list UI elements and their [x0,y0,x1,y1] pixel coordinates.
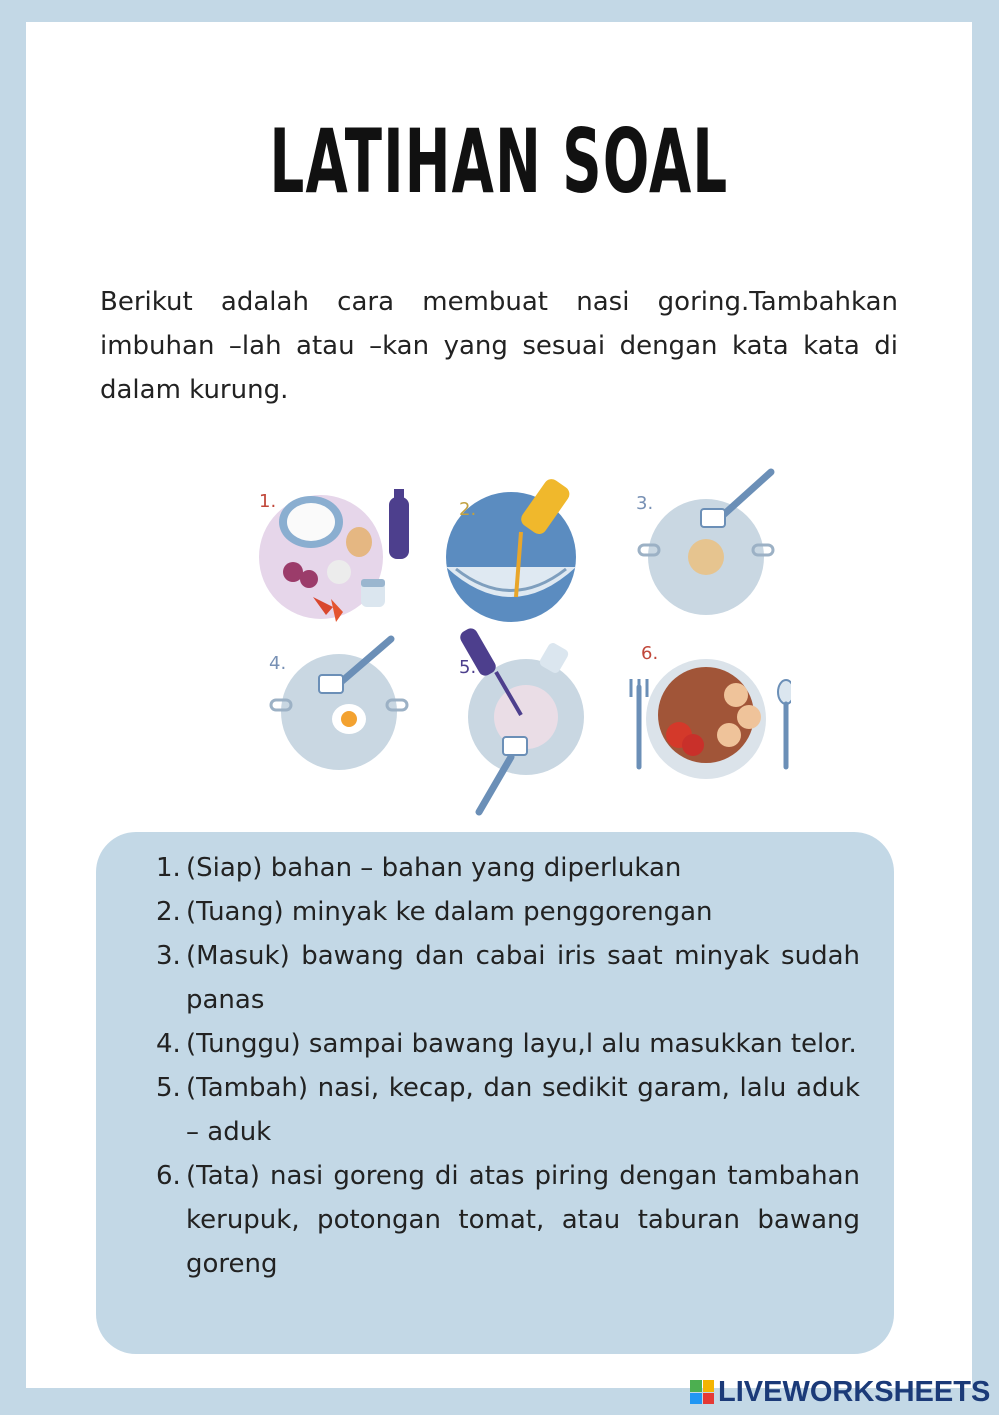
step-text-2: (Tuang) minyak ke dalam penggorengan [186,897,713,927]
worksheet-page [26,22,972,1388]
step-label-4: 4. [269,653,287,674]
list-item: 6. (Tata) nasi goreng di atas piring dengan tambahan kerupuk, potongan tomat, atau taburan bawang goreng [156,1161,860,1279]
step-label-1: 1. [259,491,277,512]
list-item: 4. (Tunggu) sampai bawang layu,l alu masukkan telor. [156,1029,857,1059]
instructions-text: Berikut adalah cara membuat nasi goring.Tambahkan imbuhan –lah atau –kan yang sesuai dengan kata kata di dalam kurung. [100,287,898,405]
page-title: LATIHAN SOAL [269,110,729,213]
step-text-1: (Siap) bahan – bahan yang diperlukan [186,853,682,883]
list-item: 1. (Siap) bahan – bahan yang diperlukan [156,853,682,883]
steps-list [156,846,860,1286]
step-label-6: 6. [641,643,659,664]
steps-panel [96,832,894,1354]
step-text-4: (Tunggu) sampai bawang layu,l alu masukkan telor. [186,1029,857,1059]
ingredients-illustration [259,489,409,622]
list-item: 2. (Tuang) minyak ke dalam penggorengan [156,897,713,927]
step-label-2: 2. [459,499,477,520]
add-rice-illustration [458,626,584,812]
egg-illustration [269,639,407,770]
list-item: 5. (Tambah) nasi, kecap, dan sedikit garam, lalu aduk – aduk [156,1073,860,1147]
recipe-illustration [231,447,791,822]
step-label-3: 3. [636,493,654,514]
step-text-3: (Masuk) bawang dan cabai iris saat minyak sudah panas [186,941,860,1015]
step-text-5: (Tambah) nasi, kecap, dan sedikit garam, lalu aduk – aduk [186,1073,860,1147]
step-label-5: 5. [459,657,477,678]
liveworksheets-logo[interactable] [690,1376,990,1408]
saute-illustration [636,472,773,615]
step-text-6: (Tata) nasi goreng di atas piring dengan tambahan kerupuk, potongan tomat, atau taburan bawang goreng [186,1161,860,1279]
brand-name: LIVEWORKSHEETS [718,1376,991,1408]
liveworksheets-logo-icon [690,1380,714,1404]
plated-illustration [631,643,791,779]
list-item: 3. (Masuk) bawang dan cabai iris saat minyak sudah panas [156,941,860,1015]
pour-oil-illustration [446,476,576,622]
